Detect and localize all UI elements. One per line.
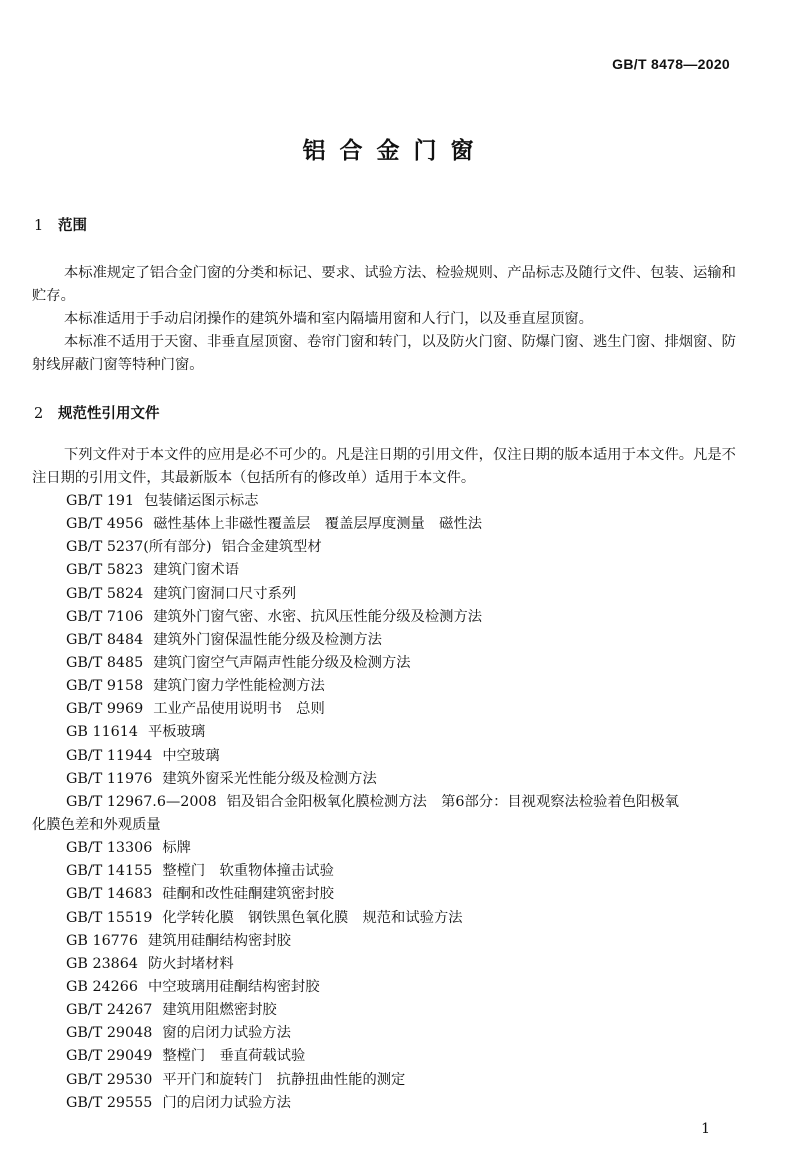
reference-item: GB/T 5823 建筑门窗术语 <box>66 562 239 579</box>
reference-item: GB/T 9158 建筑门窗力学性能检测方法 <box>66 678 325 695</box>
reference-item: GB/T 191 包装储运图示标志 <box>66 493 259 509</box>
reference-item: GB/T 8485 建筑门窗空气声隔声性能分级及检测方法 <box>66 654 411 671</box>
reference-item: GB/T 7106 建筑外门窗气密、水密、抗风压性能分级及检测方法 <box>66 608 483 625</box>
reference-item: GB/T 11976 建筑外窗采光性能分级及检测方法 <box>66 770 377 787</box>
section-1-heading <box>34 214 87 235</box>
reference-item: GB/T 4956 磁性基体上非磁性覆盖层 覆盖层厚度测量 磁性法 <box>66 516 483 533</box>
reference-item: GB/T 14155 整樘门 软重物体撞击试验 <box>66 863 334 880</box>
page-title: 铝合金门窗 <box>302 137 488 164</box>
section-number: 1 <box>34 218 44 234</box>
standard-code: GB/T 8478—2020 <box>612 56 730 72</box>
section-title: 范围 <box>58 217 87 234</box>
scope-paragraph-3: 本标准不适用于天窗、非垂直屋顶窗、卷帘门窗和转门，以及防火门窗、防爆门窗、逃生门窗、排烟窗、防射线屏蔽门窗等特种门窗。 <box>32 334 736 373</box>
scope-paragraph-2: 本标准适用于手动启闭操作的建筑外墙和室内隔墙用窗和人行门，以及垂直屋顶窗。 <box>64 311 593 327</box>
section-number: 2 <box>34 406 44 422</box>
reference-item: GB 11614 平板玻璃 <box>66 724 206 741</box>
reference-item: GB 16776 建筑用硅酮结构密封胶 <box>66 932 291 949</box>
section-title: 规范性引用文件 <box>58 405 160 422</box>
reference-item: GB/T 29555 门的启闭力试验方法 <box>66 1094 291 1111</box>
reference-item: GB/T 24267 建筑用阻燃密封胶 <box>66 1002 277 1019</box>
reference-item: GB/T 15519 化学转化膜 钢铁黑色氧化膜 规范和试验方法 <box>66 909 463 926</box>
reference-item: GB/T 14683 硅酮和改性硅酮建筑密封胶 <box>66 886 334 903</box>
reference-item: GB/T 5237(所有部分) 铝合金建筑型材 <box>66 539 322 556</box>
page-number: 1 <box>701 1121 710 1137</box>
reference-item: GB/T 29048 窗的启闭力试验方法 <box>66 1025 291 1042</box>
reference-item: GB/T 5824 建筑门窗洞口尺寸系列 <box>66 585 297 602</box>
reference-item: GB/T 29530 平开门和旋转门 抗静扭曲性能的测定 <box>66 1071 406 1088</box>
section-2-heading <box>34 402 160 423</box>
references-intro-paragraph: 下列文件对于本文件的应用是必不可少的。凡是注日期的引用文件，仅注日期的版本适用于本文件。凡是不注日期的引用文件，其最新版本（包括所有的修改单）适用于本文件。 <box>32 447 736 486</box>
reference-item: GB/T 12967.6—2008 铝及铝合金阳极氧化膜检测方法 第6部分：目视观察法检验着色阳极氧 化膜色差和外观质量 <box>32 793 679 833</box>
normative-references-list <box>32 490 756 1115</box>
reference-item: GB/T 29049 整樘门 垂直荷载试验 <box>66 1048 306 1065</box>
reference-item: GB/T 11944 中空玻璃 <box>66 747 220 764</box>
reference-item: GB/T 9969 工业产品使用说明书 总则 <box>66 701 325 718</box>
reference-item: GB/T 8484 建筑外门窗保温性能分级及检测方法 <box>66 631 382 648</box>
reference-item: GB 24266 中空玻璃用硅酮结构密封胶 <box>66 978 320 995</box>
scope-paragraph-1: 本标准规定了铝合金门窗的分类和标记、要求、试验方法、检验规则、产品标志及随行文件、包装、运输和贮存。 <box>32 265 736 304</box>
reference-item: GB/T 13306 标牌 <box>66 840 191 857</box>
reference-item: GB 23864 防火封堵材料 <box>66 955 234 972</box>
